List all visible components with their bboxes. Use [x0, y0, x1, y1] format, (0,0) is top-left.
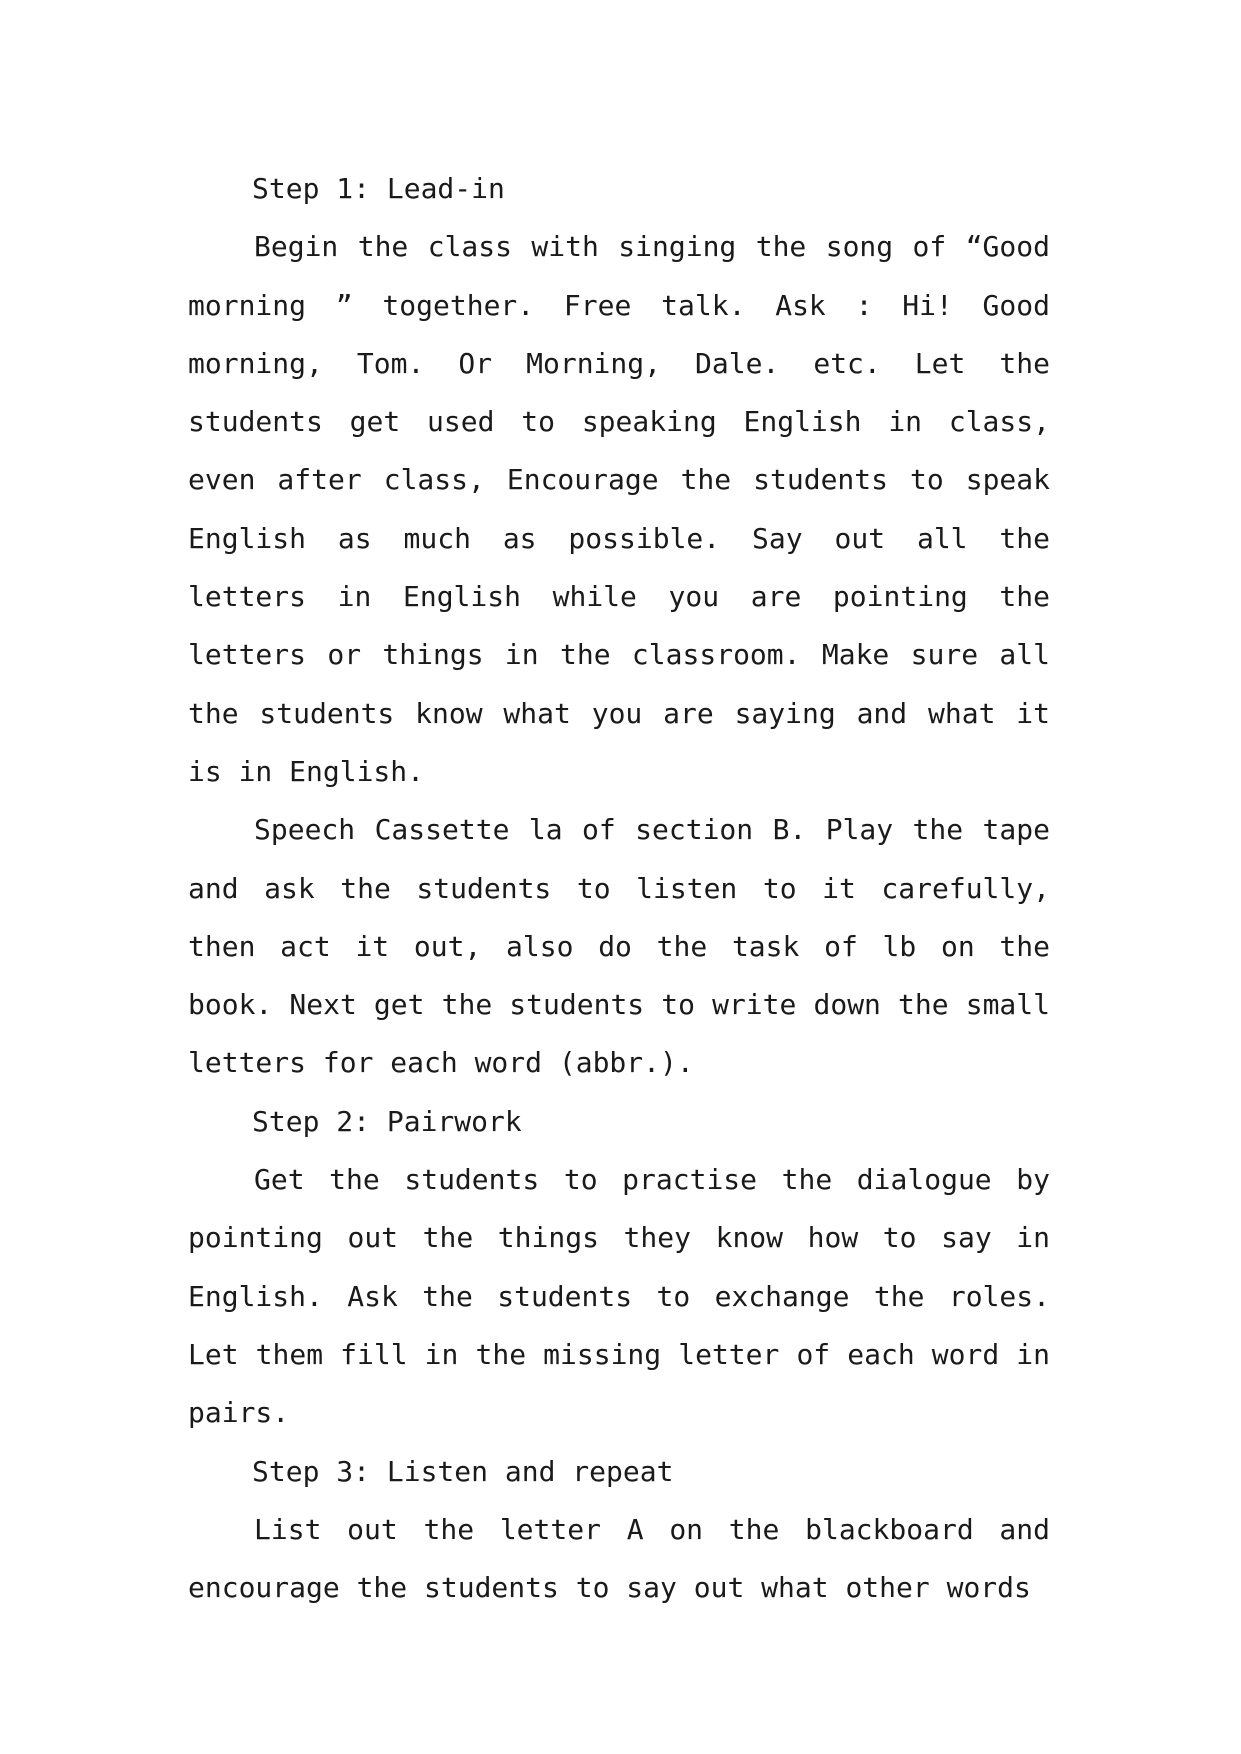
step3-heading: Step 3: Listen and repeat [252, 1454, 674, 1488]
step1-paragraph-1: Begin the class with singing the song of “Good morning ” together. Free talk. Ask : Hi! Good morning, Tom. Or Morning, Dale. etc. Let the students get used to speaking English in class, even after class, Encourage the students to speak English as much as possible. Say out all the letters in English while you are pointing the letters or things in the classroom. Make sure all the students know what you are saying and what it is in English. [188, 230, 1050, 788]
step2-paragraph-1: Get the students to practise the dialogue by pointing out the things they know how to say in English. Ask the students to exchange the roles. Let them fill in the missing letter of each word in pairs. [188, 1163, 1050, 1430]
step3-paragraph-1: List out the letter A on the blackboard and encourage the students to say out what other words [188, 1512, 1050, 1605]
step1-paragraph-2: Speech Cassette la of section B. Play the tape and ask the students to listen to it carefully, then act it out, also do the task of lb on the book. Next get the students to write down the small letters for each word (abbr.). [188, 813, 1050, 1080]
step2-heading: Step 2: Pairwork [252, 1104, 522, 1138]
document-body [188, 160, 1050, 1617]
step1-heading: Step 1: Lead-in [252, 172, 505, 205]
